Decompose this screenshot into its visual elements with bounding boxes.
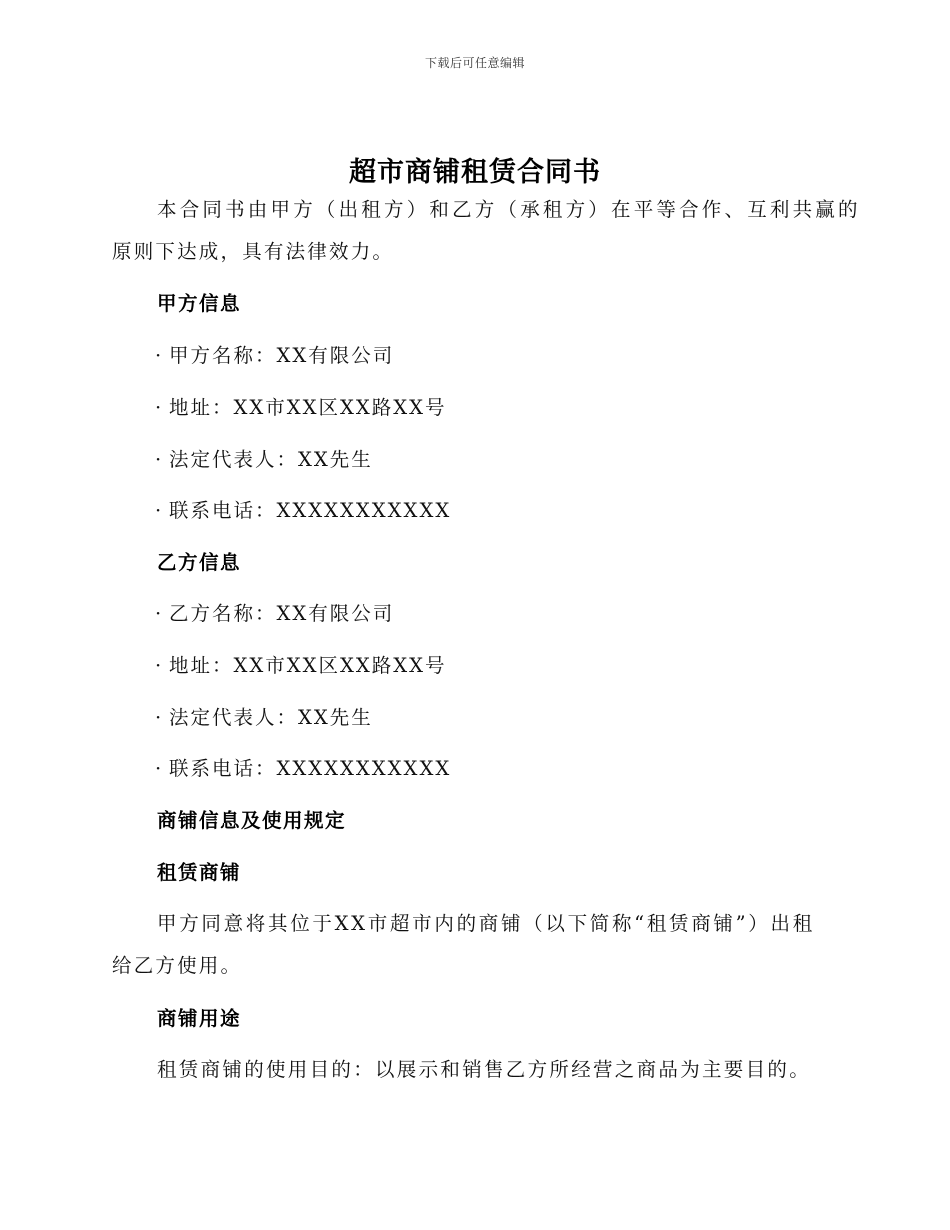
shop-info-heading: 商铺信息及使用规定 (157, 809, 347, 832)
party-a-representative-text: 法定代表人：XX先生 (169, 448, 373, 471)
party-b-address-text: 地址：XX市XX区XX路XX号 (169, 654, 447, 677)
party-a-representative-item (155, 448, 373, 472)
usage-paragraph-line-1: 租赁商铺的使用目的：以展示和销售乙方所经营之商品为主要目的。 (157, 1058, 812, 1081)
party-b-phone-text: 联系电话：XXXXXXXXXXX (169, 757, 452, 780)
party-b-name-text: 乙方名称：XX有限公司 (169, 602, 395, 625)
bullet-icon: · (155, 654, 162, 677)
party-a-name-text: 甲方名称：XX有限公司 (169, 344, 395, 367)
party-b-representative-item (155, 706, 373, 730)
bullet-icon: · (155, 344, 162, 367)
bullet-icon: · (155, 396, 162, 419)
lease-shop-heading: 租赁商铺 (157, 861, 242, 884)
party-a-name-item (155, 344, 394, 368)
lease-paragraph-line-2: 给乙方使用。 (112, 954, 243, 977)
party-a-phone-text: 联系电话：XXXXXXXXXXX (169, 499, 452, 522)
shop-usage-heading: 商铺用途 (157, 1007, 242, 1030)
lease-paragraph-line-1: 甲方同意将其位于XX市超市内的商铺（以下简称“租赁商铺”）出租 (157, 912, 815, 935)
party-b-representative-text: 法定代表人：XX先生 (169, 706, 373, 729)
intro-paragraph-line-1: 本合同书由甲方（出租方）和乙方（承租方）在平等合作、互利共赢的 (157, 198, 861, 221)
bullet-icon: · (155, 757, 162, 780)
document-title: 超市商铺租赁合同书 (349, 157, 601, 188)
bullet-icon: · (155, 602, 162, 625)
party-a-phone-item (155, 499, 451, 523)
party-a-address-text: 地址：XX市XX区XX路XX号 (169, 396, 447, 419)
bullet-icon: · (155, 448, 162, 471)
intro-paragraph-line-2: 原则下达成，具有法律效力。 (112, 240, 395, 263)
party-b-heading: 乙方信息 (157, 551, 242, 574)
party-b-phone-item (155, 757, 451, 781)
party-a-address-item (155, 396, 447, 420)
party-b-address-item (155, 654, 447, 678)
bullet-icon: · (155, 706, 162, 729)
party-b-name-item (155, 602, 394, 626)
header-note: 下载后可任意编辑 (424, 56, 525, 70)
bullet-icon: · (155, 499, 162, 522)
party-a-heading: 甲方信息 (157, 292, 242, 315)
